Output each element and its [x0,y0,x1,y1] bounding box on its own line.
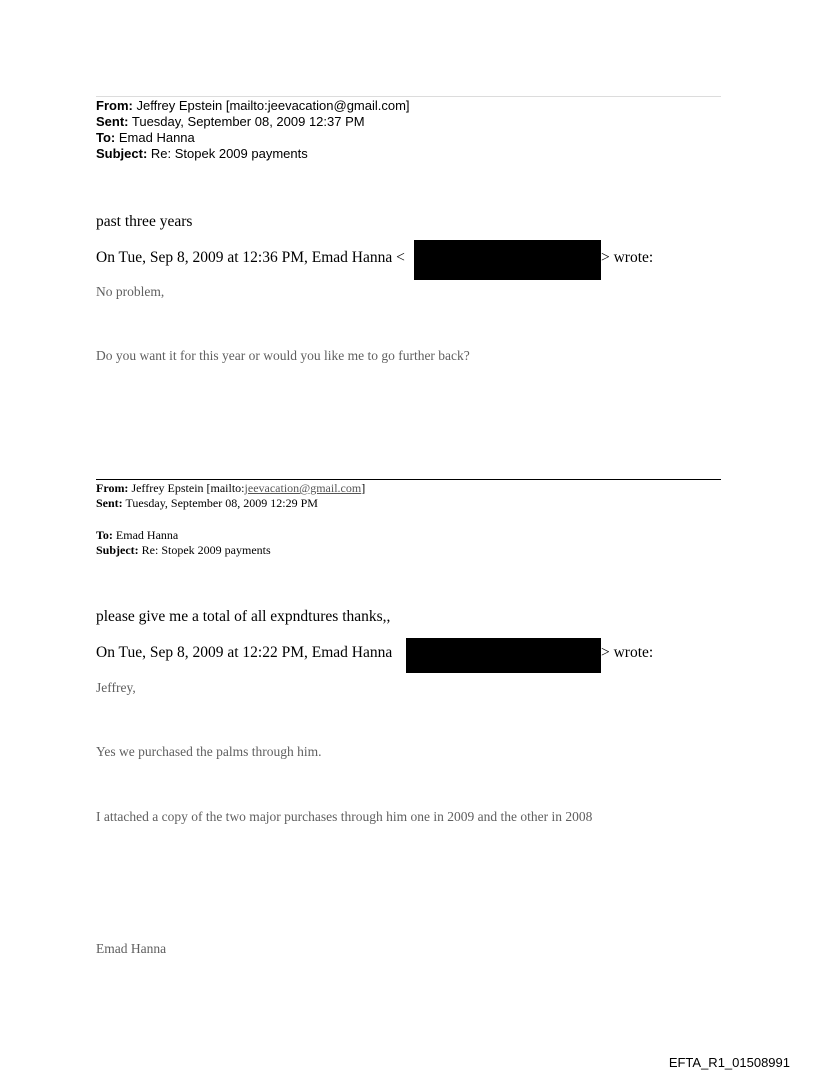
email-link[interactable]: jeevacation@gmail.com [244,481,362,495]
redaction-box [414,240,601,280]
quoted-line: I attached a copy of the two major purchases through him one in 2009 and the other in 2008 [96,809,593,824]
document-id: EFTA_R1_01508991 [668,1055,790,1070]
quote-attribution-2-suffix: > wrote: [601,644,654,661]
sent-line: Sent: Tuesday, September 08, 2009 12:37 PM [96,114,365,129]
quoted-line: Yes we purchased the palms through him. [96,744,322,759]
top-divider [96,96,721,97]
quote-attribution-2-prefix: On Tue, Sep 8, 2009 at 12:22 PM, Emad Hanna [96,644,393,661]
quote-attribution-1-prefix: On Tue, Sep 8, 2009 at 12:36 PM, Emad Hanna < [96,249,405,266]
sent-line-2: Sent: Tuesday, September 08, 2009 12:29 PM [96,496,318,510]
from-line: From: Jeffrey Epstein [mailto:jeevacation@gmail.com] [96,98,410,113]
quoted-line: Do you want it for this year or would you like me to go further back? [96,348,470,363]
quoted-line: No problem, [96,284,165,299]
reply-body-1: past three years [96,213,193,230]
quote-attribution-1-suffix: > wrote: [601,249,654,266]
quoted-line: Jeffrey, [96,680,136,695]
subject-line-2: Subject: Re: Stopek 2009 payments [96,543,271,557]
from-line-2: From: Jeffrey Epstein [mailto:jeevacation@gmail.com] [96,481,366,495]
to-line-2: To: Emad Hanna [96,528,179,542]
email-header-1 [96,98,410,162]
signature: Emad Hanna [96,941,167,956]
subject-line: Subject: Re: Stopek 2009 payments [96,146,308,161]
redaction-box [406,638,601,673]
reply-body-2: please give me a total of all expndtures thanks,, [96,608,391,625]
header-divider [96,479,721,480]
to-line: To: Emad Hanna [96,130,195,145]
